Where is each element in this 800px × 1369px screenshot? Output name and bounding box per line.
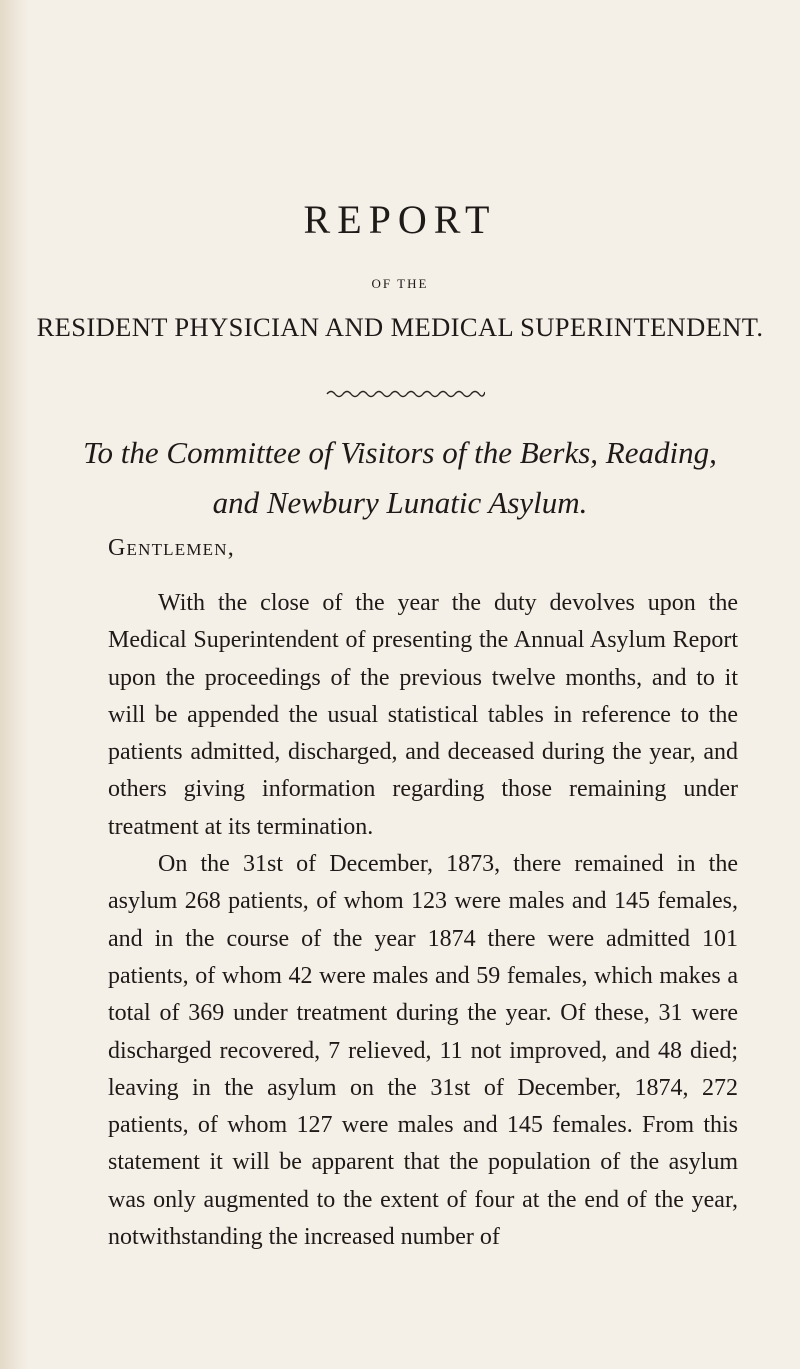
paragraph-2: On the 31st of December, 1873, there remained in the asylum 268 patients, of whom 123 were males and 145 females, and in the course of the year 1874 there were admitted 101 patients, of whom 42 were males and 59 females, which makes a total of 369 under treatment during the year. Of these, 31 were discharged recovered, 7 relieved, 11 not improved, and 48 died; leaving in the asylum on the 31st of December, 1874, 272 patients, of whom 127 were males and 145 females. From this statement it will be apparent that the population of the asylum was only augmented to the extent of four at the end of the year, notwithstanding the increased number of bbox=[108, 851, 738, 1251]
salutation: Gentlemen, bbox=[108, 535, 235, 561]
report-subtitle: RESIDENT PHYSICIAN AND MEDICAL SUPERINTENDENT. bbox=[36, 312, 764, 342]
wavy-rule-ornament bbox=[325, 386, 485, 402]
paragraph-1: With the close of the year the duty devolves upon the Medical Superintendent of presenting the Annual Asylum Report upon the proceedings of the previous twelve months, and to it will be appended the usual statistical tables in reference to the patients admitted, discharged, and deceased during the year, and others giving information regarding those remaining under treatment at its termination. bbox=[108, 590, 738, 840]
report-body bbox=[108, 585, 738, 1256]
address-block bbox=[0, 428, 800, 528]
address-line-1: To the Committee of Visitors of the Berks, Reading, bbox=[83, 435, 717, 470]
address-line-2: and Newbury Lunatic Asylum. bbox=[212, 485, 588, 520]
of-the-label: OF THE bbox=[371, 276, 429, 291]
report-title: REPORT bbox=[303, 197, 497, 242]
